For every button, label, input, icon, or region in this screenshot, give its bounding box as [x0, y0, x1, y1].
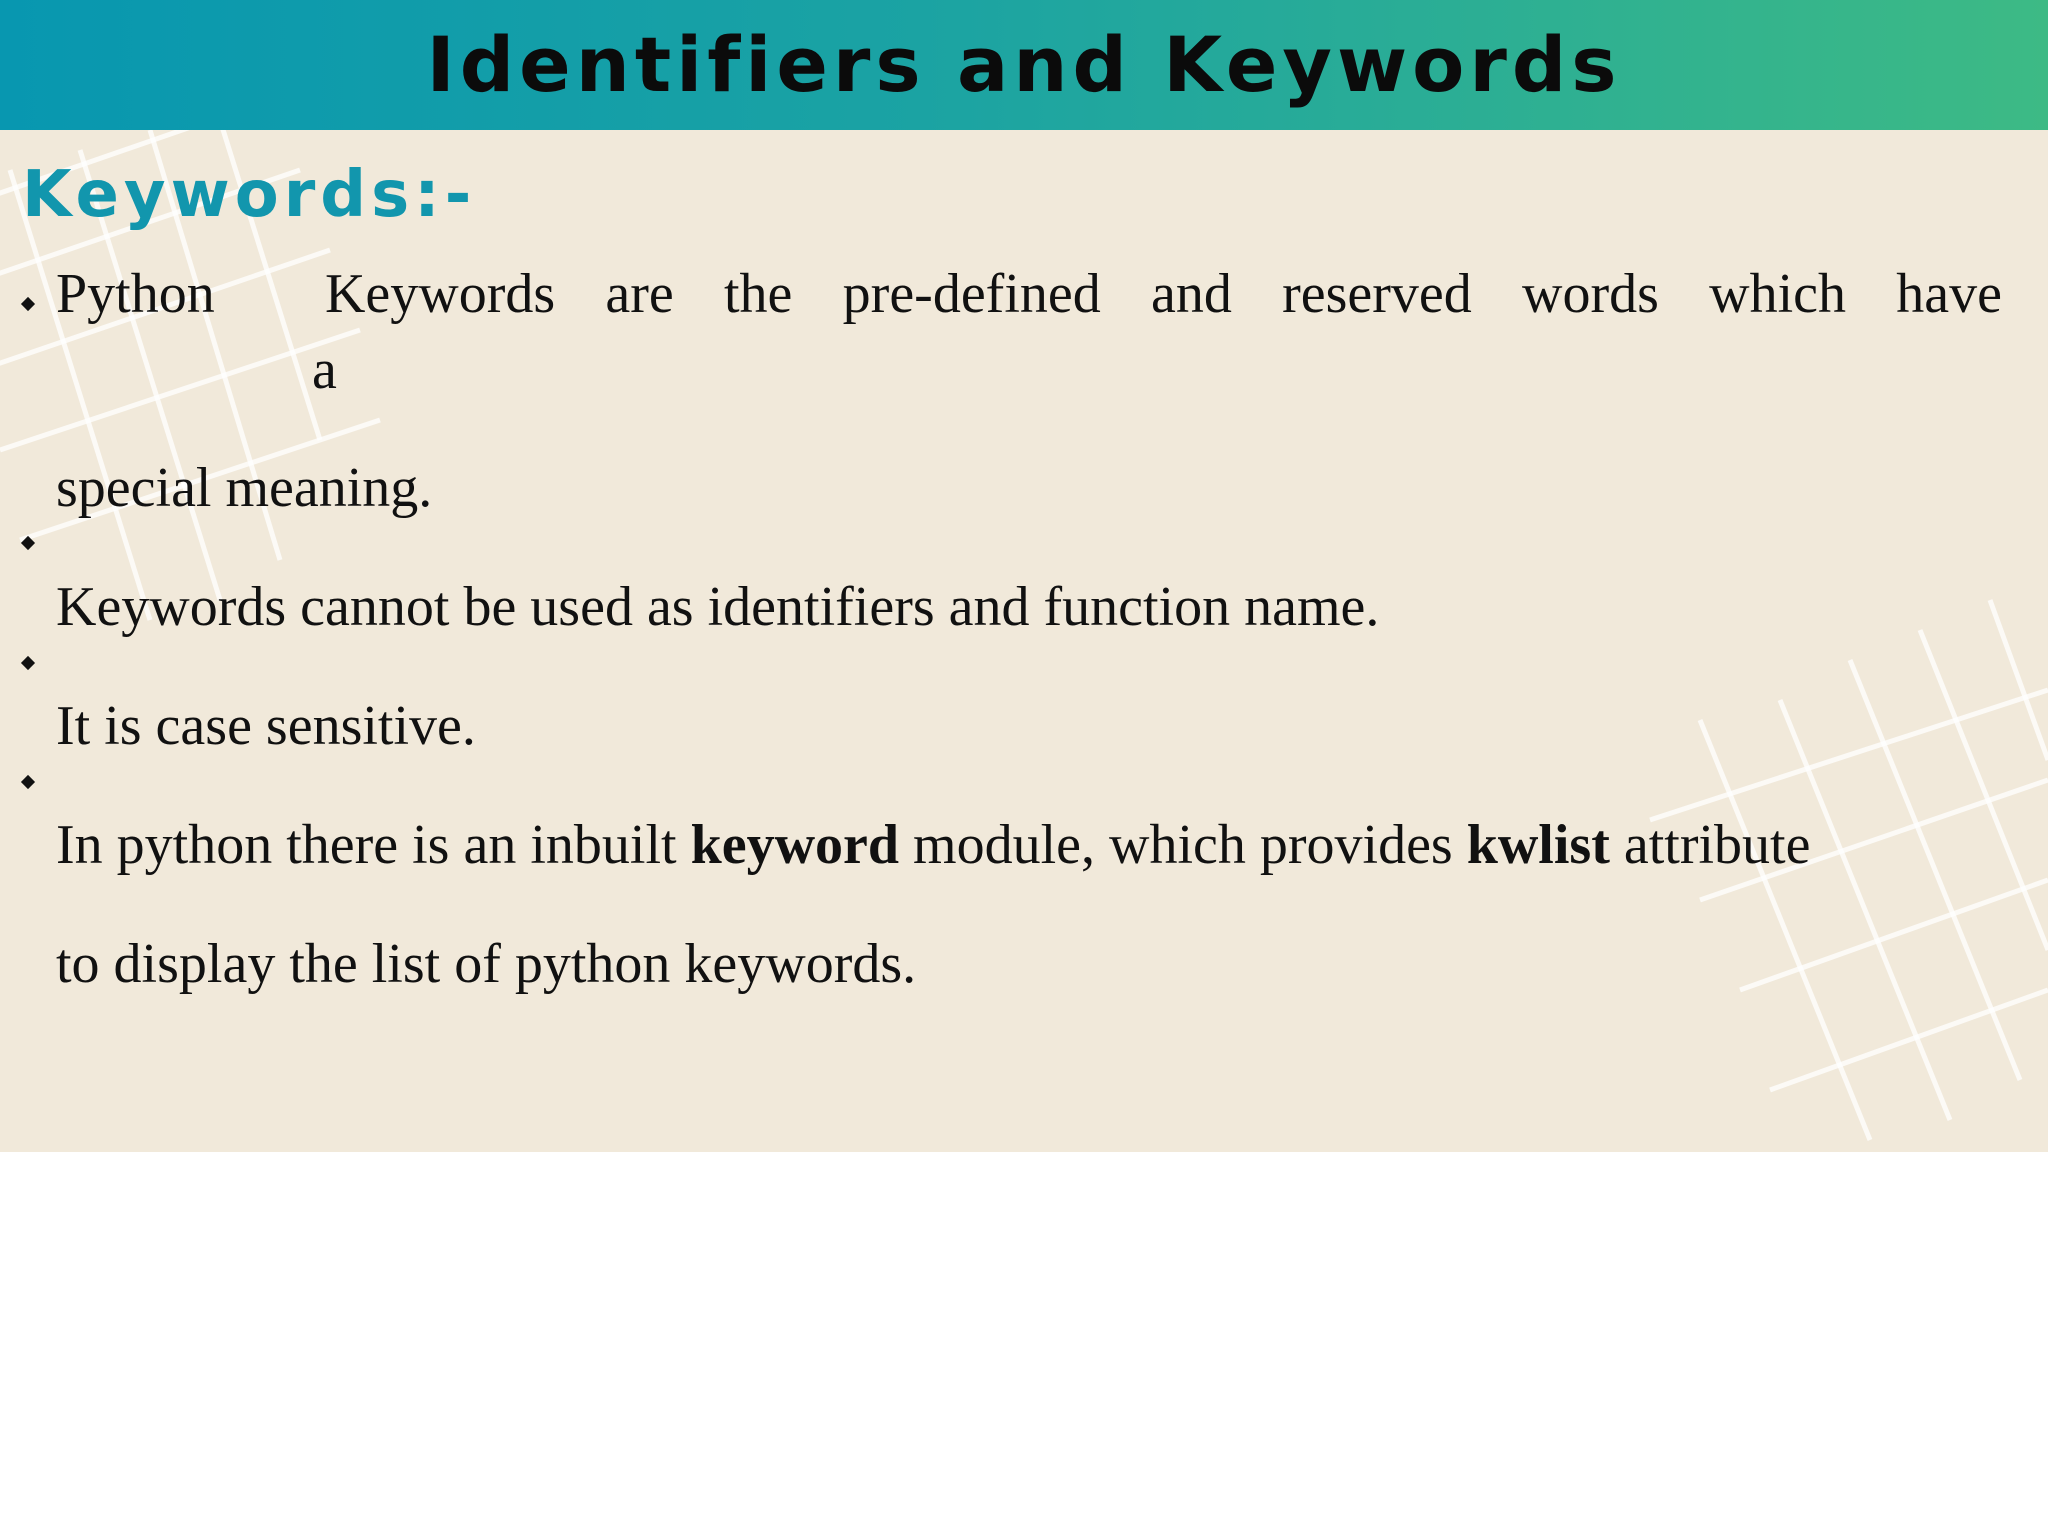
- bullet1-line1: [56, 262, 2002, 332]
- kwlist-attribute-name: kwlist: [1466, 814, 1610, 876]
- bullet1-word: reserved: [1282, 263, 1472, 325]
- bullet1-wrap-word: a: [312, 339, 337, 401]
- bullet1-word: pre-defined: [842, 263, 1101, 325]
- page-title: Identifiers and Keywords: [426, 20, 1622, 109]
- bullet3-text: It is case sensitive.: [56, 695, 476, 757]
- bullet1-word: Keywords: [324, 263, 556, 325]
- bullet1-word: Python: [56, 263, 215, 325]
- bullet1-word: the: [724, 263, 793, 325]
- bullet4-part1: In python there is an inbuilt: [56, 814, 691, 876]
- bullet1-line2: special meaning.: [56, 457, 433, 519]
- bullet4-part3: attribute: [1609, 814, 1811, 876]
- bullet2-text: Keywords cannot be used as identifiers and function name.: [56, 576, 1380, 638]
- bullet1-word: are: [605, 263, 674, 325]
- bullet1-word: which: [1709, 263, 1847, 325]
- bullet1-word: have: [1896, 263, 2002, 325]
- section-heading: Keywords:-: [22, 158, 477, 232]
- title-bar: [0, 0, 2048, 130]
- bullet4-part2: module, which provides: [899, 814, 1467, 876]
- bullet1-word: words: [1522, 263, 1659, 325]
- keyword-module-name: keyword: [690, 814, 900, 876]
- bullet1-word: and: [1151, 263, 1232, 325]
- bullet4-line1: [56, 813, 1810, 877]
- bullet4-line2: to display the list of python keywords.: [56, 933, 917, 995]
